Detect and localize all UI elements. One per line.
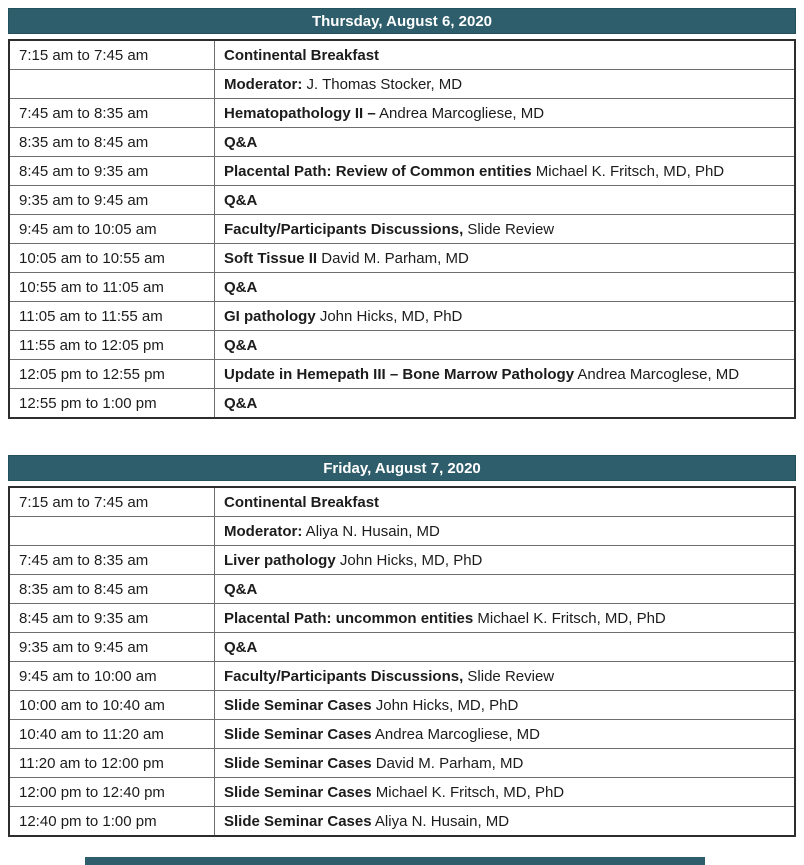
- session-detail: Michael K. Fritsch, MD, PhD: [371, 783, 565, 801]
- session-detail: John Hicks, MD, PhD: [315, 307, 463, 325]
- session-title: Slide Seminar Cases: [224, 812, 372, 830]
- time-cell: 9:45 am to 10:00 am: [9, 662, 215, 691]
- time-cell: 7:45 am to 8:35 am: [9, 99, 215, 128]
- schedule-row: [9, 487, 795, 517]
- session-title: Q&A: [224, 278, 258, 296]
- session-detail: Slide Review: [463, 220, 555, 238]
- time-cell: 8:45 am to 9:35 am: [9, 604, 215, 633]
- session-title: Continental Breakfast: [224, 493, 380, 511]
- time-cell: 10:55 am to 11:05 am: [9, 273, 215, 302]
- schedule-table-thursday: [8, 39, 796, 419]
- session-cell: [215, 807, 796, 837]
- session-detail: Aliya N. Husain, MD: [302, 522, 440, 540]
- schedule-table-friday: [8, 486, 796, 837]
- time-cell: 12:00 pm to 12:40 pm: [9, 778, 215, 807]
- session-title: Slide Seminar Cases: [224, 725, 372, 743]
- schedule-row: [9, 749, 795, 778]
- session-title: Placental Path: Review of Common entities: [224, 162, 532, 180]
- session-cell: [215, 70, 796, 99]
- session-detail: David M. Parham, MD: [317, 249, 469, 267]
- schedule-row: [9, 128, 795, 157]
- session-cell: [215, 575, 796, 604]
- time-cell: 7:45 am to 8:35 am: [9, 546, 215, 575]
- session-cell: [215, 40, 796, 70]
- session-cell: [215, 546, 796, 575]
- schedule-row: [9, 157, 795, 186]
- schedule-row: [9, 360, 795, 389]
- session-title: Slide Seminar Cases: [224, 696, 372, 714]
- session-cell: [215, 302, 796, 331]
- schedule-row: [9, 691, 795, 720]
- session-title: Q&A: [224, 133, 258, 151]
- session-cell: [215, 691, 796, 720]
- session-cell: [215, 604, 796, 633]
- session-title: Liver pathology: [224, 551, 336, 569]
- schedule-row: [9, 662, 795, 691]
- session-cell: [215, 157, 796, 186]
- session-detail: Michael K. Fritsch, MD, PhD: [531, 162, 725, 180]
- session-cell: [215, 633, 796, 662]
- schedule-row: [9, 517, 795, 546]
- session-detail: Aliya N. Husain, MD: [371, 812, 510, 830]
- session-detail: John Hicks, MD, PhD: [335, 551, 483, 569]
- session-cell: [215, 749, 796, 778]
- time-cell: 9:35 am to 9:45 am: [9, 186, 215, 215]
- session-cell: [215, 487, 796, 517]
- time-cell: [9, 517, 215, 546]
- session-cell: [215, 662, 796, 691]
- session-title: Q&A: [224, 394, 258, 412]
- session-detail: Slide Review: [463, 667, 555, 685]
- session-title: Q&A: [224, 638, 258, 656]
- time-cell: 12:05 pm to 12:55 pm: [9, 360, 215, 389]
- session-title: Faculty/Participants Discussions,: [224, 220, 464, 238]
- session-title: Faculty/Participants Discussions,: [224, 667, 464, 685]
- time-cell: 9:45 am to 10:05 am: [9, 215, 215, 244]
- session-cell: [215, 273, 796, 302]
- session-title: GI pathology: [224, 307, 316, 325]
- session-detail: David M. Parham, MD: [371, 754, 524, 772]
- schedule-row: [9, 778, 795, 807]
- time-cell: 10:40 am to 11:20 am: [9, 720, 215, 749]
- time-cell: 12:40 pm to 1:00 pm: [9, 807, 215, 837]
- schedule-row: [9, 546, 795, 575]
- time-cell: 12:55 pm to 1:00 pm: [9, 389, 215, 419]
- session-cell: [215, 244, 796, 273]
- schedule-row: [9, 70, 795, 99]
- session-cell: [215, 99, 796, 128]
- partial-next-day-header-bar: [85, 857, 705, 865]
- schedule-row: [9, 302, 795, 331]
- schedule-row: [9, 604, 795, 633]
- session-cell: [215, 186, 796, 215]
- time-cell: 11:05 am to 11:55 am: [9, 302, 215, 331]
- session-title: Slide Seminar Cases: [224, 754, 372, 772]
- session-title: Q&A: [224, 580, 258, 598]
- time-cell: 10:00 am to 10:40 am: [9, 691, 215, 720]
- session-title: Hematopathology II –: [224, 104, 376, 122]
- session-title: Moderator:: [224, 522, 303, 540]
- session-title: Continental Breakfast: [224, 46, 380, 64]
- session-title: Soft Tissue II: [224, 249, 318, 267]
- time-cell: 11:20 am to 12:00 pm: [9, 749, 215, 778]
- schedule-row: [9, 389, 795, 419]
- session-title: Placental Path: uncommon entities: [224, 609, 474, 627]
- session-cell: [215, 331, 796, 360]
- session-detail: Andrea Marcogliese, MD: [371, 725, 540, 743]
- session-title: Update in Hemepath III – Bone Marrow Pathology: [224, 365, 575, 383]
- schedule-row: [9, 633, 795, 662]
- day-section-thursday: [8, 8, 796, 419]
- schedule-row: [9, 331, 795, 360]
- session-cell: [215, 128, 796, 157]
- session-detail: Andrea Marcoglese, MD: [574, 365, 740, 383]
- session-title: Q&A: [224, 336, 258, 354]
- session-title: Slide Seminar Cases: [224, 783, 372, 801]
- time-cell: 7:15 am to 7:45 am: [9, 40, 215, 70]
- time-cell: [9, 70, 215, 99]
- session-cell: [215, 778, 796, 807]
- session-title: Moderator:: [224, 75, 303, 93]
- schedule-row: [9, 720, 795, 749]
- schedule-row: [9, 215, 795, 244]
- session-detail: John Hicks, MD, PhD: [371, 696, 519, 714]
- day-header-thursday: Thursday, August 6, 2020: [8, 8, 796, 34]
- schedule-row: [9, 273, 795, 302]
- session-title: Q&A: [224, 191, 258, 209]
- time-cell: 7:15 am to 7:45 am: [9, 487, 215, 517]
- session-cell: [215, 517, 796, 546]
- session-cell: [215, 360, 796, 389]
- time-cell: 11:55 am to 12:05 pm: [9, 331, 215, 360]
- time-cell: 8:35 am to 8:45 am: [9, 575, 215, 604]
- schedule-row: [9, 244, 795, 273]
- schedule-row: [9, 40, 795, 70]
- day-section-friday: [8, 455, 796, 837]
- time-cell: 10:05 am to 10:55 am: [9, 244, 215, 273]
- schedule-row: [9, 807, 795, 837]
- schedule-row: [9, 186, 795, 215]
- session-detail: Michael K. Fritsch, MD, PhD: [473, 609, 666, 627]
- session-detail: J. Thomas Stocker, MD: [302, 75, 463, 93]
- session-detail: Andrea Marcogliese, MD: [375, 104, 545, 122]
- session-cell: [215, 215, 796, 244]
- time-cell: 8:45 am to 9:35 am: [9, 157, 215, 186]
- session-cell: [215, 389, 796, 419]
- time-cell: 9:35 am to 9:45 am: [9, 633, 215, 662]
- schedule-row: [9, 99, 795, 128]
- session-cell: [215, 720, 796, 749]
- time-cell: 8:35 am to 8:45 am: [9, 128, 215, 157]
- schedule-row: [9, 575, 795, 604]
- day-header-friday: Friday, August 7, 2020: [8, 455, 796, 481]
